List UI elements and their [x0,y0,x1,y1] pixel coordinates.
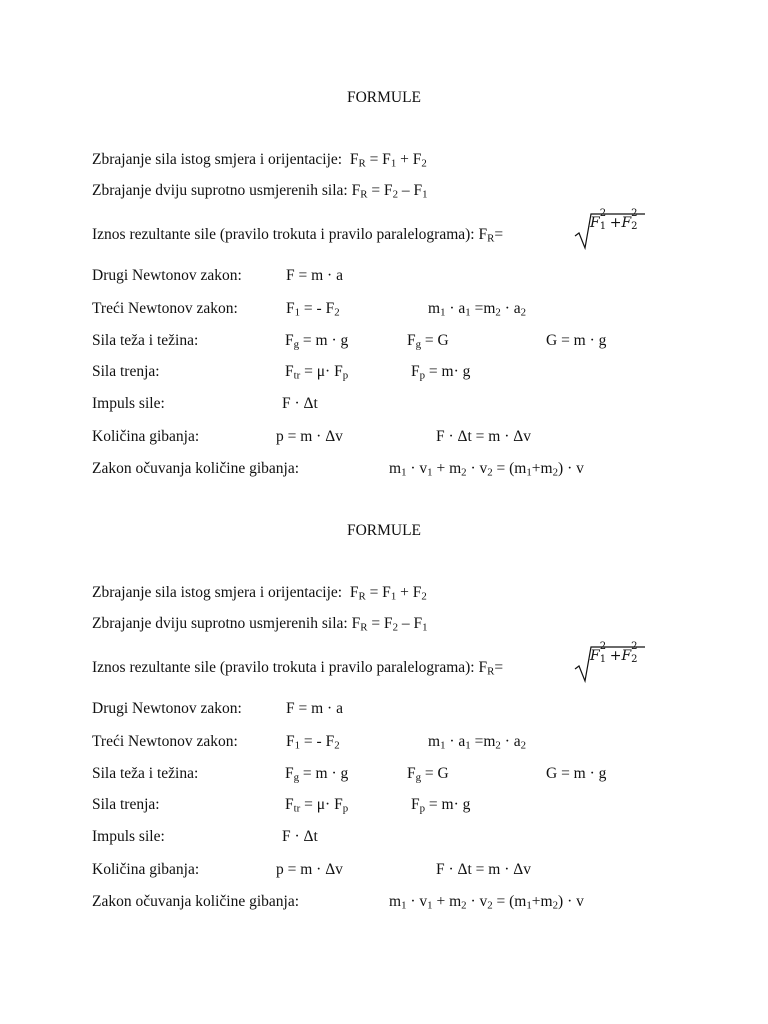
formula-newton3-forces: $F_1$ = - $F_2$ [286,300,340,319]
formula-friction-1: $F_{tr} = \mu\cdot F_p$ [285,363,349,382]
formula-line-sum-opposite: Zbrajanje dviju suprotno usmjerenih sila: $F_R = F_2 - F_1$ [92,615,428,634]
formula-newton3-masses: $m_1 \cdot a_1 =m_2 \cdot a_2$ [428,300,527,319]
formula-line-newton2: Drugi Newtonov zakon: [92,267,242,284]
formula-line-friction: Sila trenja: [92,796,160,813]
section-title: FORMULE [346,89,422,106]
formula-momentum-2: F · Δt = m · Δv [436,428,531,445]
formula-line-resultant: Iznos rezultante sile (pravilo trokuta i pravilo paralelograma): $F_R=$ [92,226,504,245]
formula-impulse: F · Δt [282,828,318,845]
formula-line-sum-same: Zbrajanje sila istog smjera i orijentacije: $F_R = F_1 + F_2$ [92,151,427,170]
formula-line-conservation: Zakon očuvanja količine gibanja: [92,460,300,477]
formula-gravity-3: G = m · g [546,332,607,349]
square-root-expression [574,208,646,252]
formula-newton3-forces: $F_1$ = - $F_2$ [286,733,340,752]
formula-conservation: $m_1 \cdot v_1 + m_2 \cdot v_2 = (m_1+m_2) \cdot v$ [389,893,584,912]
formula-line-gravity: Sila teža i težina: [92,332,199,349]
formula-gravity-2: $F_g = G$ [407,332,449,351]
formula-line-friction: Sila trenja: [92,363,160,380]
formula-line-newton3: Treći Newtonov zakon: [92,733,238,750]
formula-newton2: F = m · a [286,267,343,284]
formula-line-resultant: Iznos rezultante sile (pravilo trokuta i pravilo paralelograma): $F_R=$ [92,659,504,678]
formula-line-impulse: Impuls sile: [92,395,165,412]
formula-momentum-1: p = m · Δv [276,428,343,445]
formula-gravity-2: $F_g = G$ [407,765,449,784]
square-root-expression [574,641,646,685]
formula-gravity-3: G = m · g [546,765,607,782]
formula-line-momentum: Količina gibanja: [92,861,200,878]
formula-friction-2: $F_p = m\cdot g$ [411,796,471,815]
formula-friction-2: $F_p = m\cdot g$ [411,363,471,382]
formula-line-conservation: Zakon očuvanja količine gibanja: [92,893,300,910]
formula-line-sum-opposite: Zbrajanje dviju suprotno usmjerenih sila: $F_R = F_2 - F_1$ [92,182,428,201]
formula-gravity-1: $F_g = m \cdot g$ [285,765,349,784]
formula-conservation: $m_1 \cdot v_1 + m_2 \cdot v_2 = (m_1+m_2) \cdot v$ [389,460,584,479]
sqrt-content: F 2 1 +F 2 2 [590,208,638,232]
formula-newton3-masses: $m_1 \cdot a_1 =m_2 \cdot a_2$ [428,733,527,752]
sqrt-content: F 2 1 +F 2 2 [590,641,638,665]
formula-impulse: F · Δt [282,395,318,412]
formula-line-newton2: Drugi Newtonov zakon: [92,700,242,717]
formula-momentum-2: F · Δt = m · Δv [436,861,531,878]
formula-line-momentum: Količina gibanja: [92,428,200,445]
section-title: FORMULE [346,522,422,539]
formula-gravity-1: $F_g = m \cdot g$ [285,332,349,351]
formula-newton2: F = m · a [286,700,343,717]
formula-momentum-1: p = m · Δv [276,861,343,878]
formula-line-sum-same: Zbrajanje sila istog smjera i orijentacije: $F_R = F_1 + F_2$ [92,584,427,603]
formula-line-newton3: Treći Newtonov zakon: [92,300,238,317]
formula-line-impulse: Impuls sile: [92,828,165,845]
formula-friction-1: $F_{tr} = \mu\cdot F_p$ [285,796,349,815]
formula-line-gravity: Sila teža i težina: [92,765,199,782]
